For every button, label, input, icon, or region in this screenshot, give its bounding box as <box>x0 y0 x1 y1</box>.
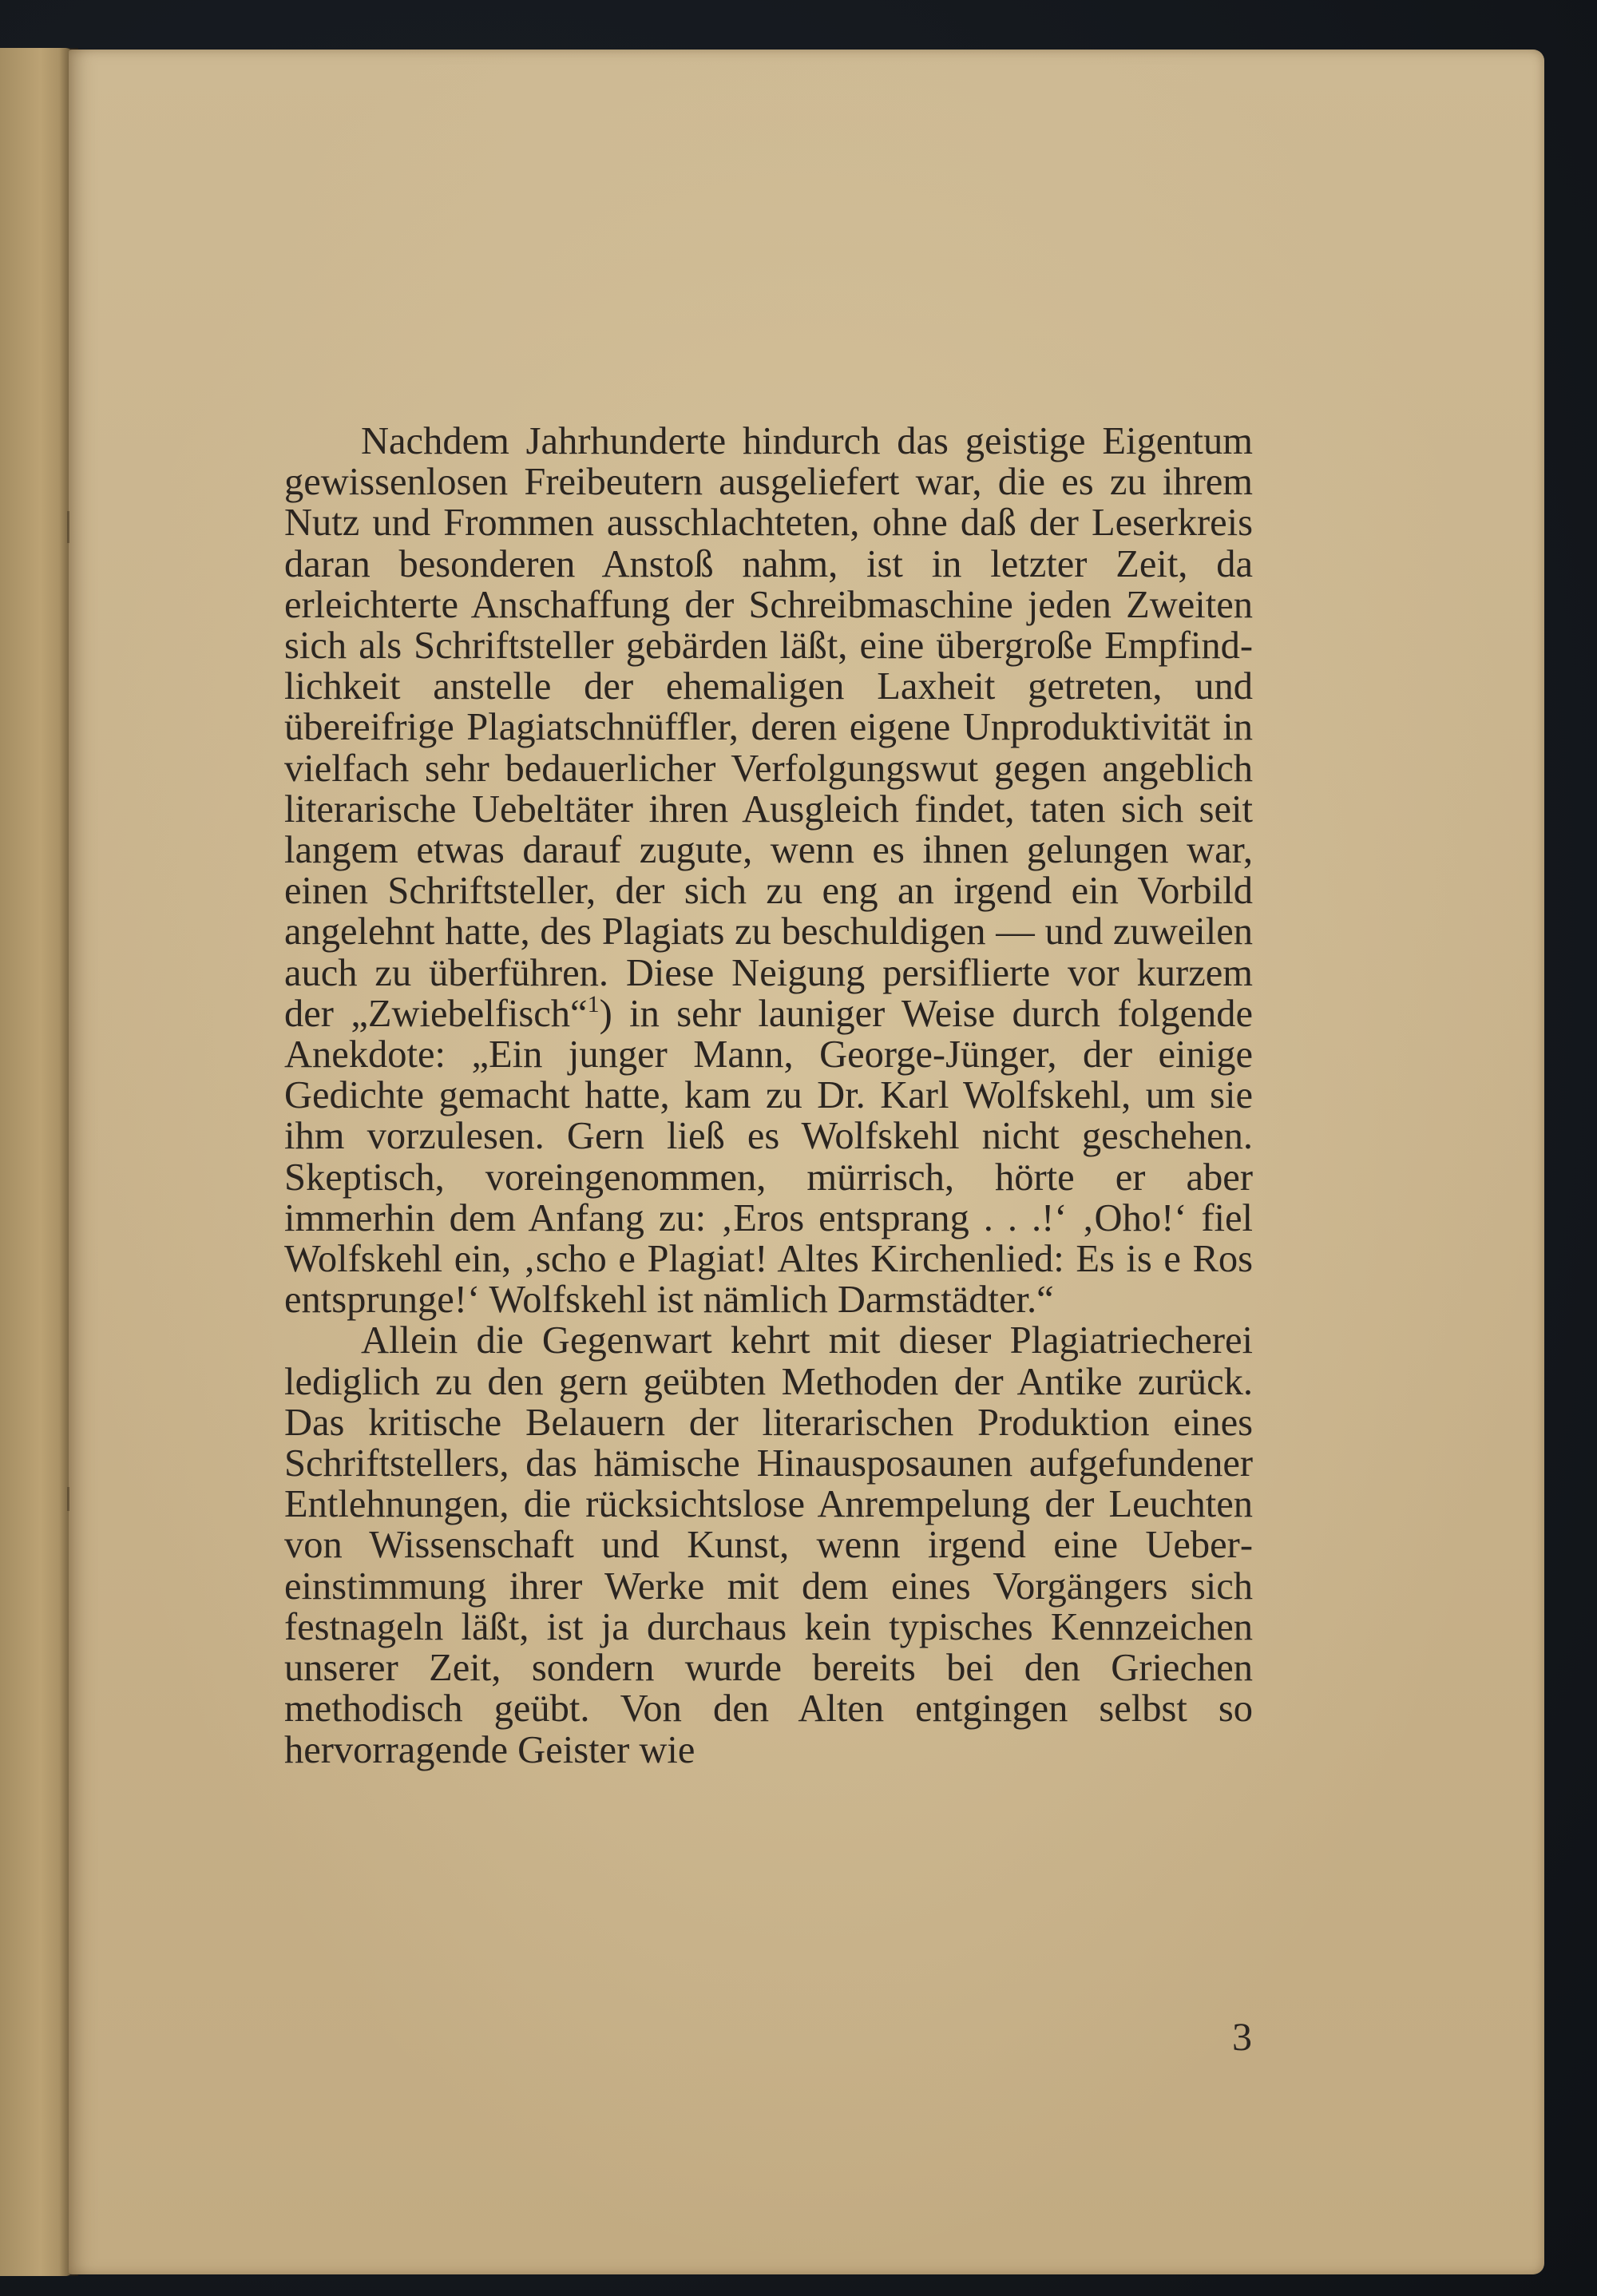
footnote-marker: 1 <box>587 990 600 1017</box>
paragraph-text: Nachdem Jahrhunderte hindurch das geistige Eigentum gewissenlosen Freibeutern ausgeliefert war, die es zu ihrem Nutz und Frommen ausschlachteten, ohne daß der Leserkreis daran besonderen Anstoß nahm, ist in letzter Zeit, da erleichterte Anschaffung der Schreibmaschine jeden Zweiten sich als Schriftsteller gebärden läßt, eine übergroße Empfindlichkeit anstelle der ehemaligen Laxheit getreten, und übereifrige Plagiatschnüffler, deren eigene Unproduktivität in vielfach sehr bedauerlicher Verfolgungswut gegen angeblich literarische Uebeltäter ihren Ausgleich findet, taten sich seit langem etwas darauf zugute, wenn es ihnen gelungen war, einen Schriftsteller, der sich zu eng an irgend ein Vorbild angelehnt hatte, des Plagiats zu beschuldigen — und zuweilen auch zu überführen. Diese Neigung persiflierte vor kurzem der „Zwiebelfisch“ <box>284 420 1253 1035</box>
body-text <box>284 421 1253 1771</box>
paragraph <box>284 1320 1253 1770</box>
margin-mark <box>67 511 69 543</box>
paragraph <box>284 421 1253 1320</box>
margin-mark <box>67 1487 69 1511</box>
page-number: 3 <box>1232 2014 1252 2059</box>
paragraph-text: ) in sehr launiger Weise durch folgende Anekdote: „Ein junger Mann, George-Jünger, der einige Gedichte gemacht hatte, kam zu Dr. Karl Wolfskehl, um sie ihm vorzulesen. Gern ließ es Wolfskehl nicht geschehen. Skeptisch, voreingenommen, mürrisch, hörte er aber immerhin dem Anfang zu: ‚Eros entsprang . . .!‘ ‚Oho!‘ fiel Wolfskehl ein, ‚scho e Plagiat! Altes Kirchenlied: Es is e Ros entsprunge!‘ Wolfskehl ist nämlich Darmstädter.“ <box>284 992 1253 1322</box>
paragraph-text: Allein die Gegenwart kehrt mit dieser Plagiatriecherei lediglich zu den gern geübten Methoden der Antike zurück. Das kritische Belauern der literarischen Produktion eines Schriftstellers, das hämische Hinausposaunen aufgefundener Entlehnungen, die rücksichtslose Anrempelung der Leuchten von Wissenschaft und Kunst, wenn irgend eine Uebereinstimmung ihrer Werke mit dem eines Vorgängers sich festnageln läßt, ist ja durchaus kein typisches Kennzeichen unserer Zeit, sondern wurde bereits bei den Griechen methodisch geübt. Von den Alten entgingen selbst so hervorragende Geister wie <box>284 1319 1253 1771</box>
